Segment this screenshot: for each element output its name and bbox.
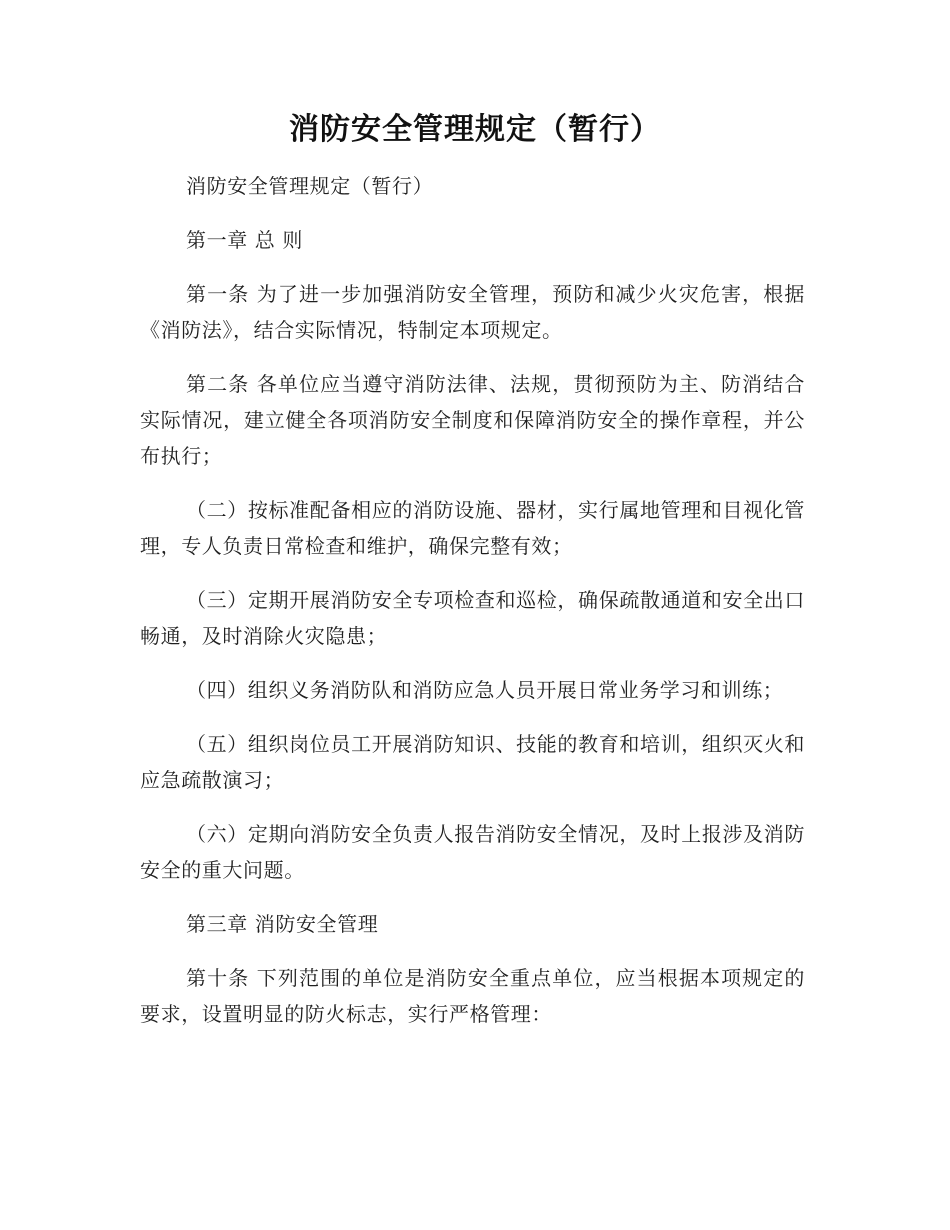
paragraph-item-4: （四）组织义务消防队和消防应急人员开展日常业务学习和训练；	[186, 678, 784, 702]
paragraph-article-2: 第二条 各单位应当遵守消防法律、法规，贯彻预防为主、防消结合实际情况，建立健全各项消防安全制度和保障消防安全的操作章程，并公布执行；	[140, 372, 805, 468]
paragraph-article-1: 第一条 为了进一步加强消防安全管理，预防和减少火灾危害，根据《消防法》，结合实际情况，特制定本项规定。	[140, 282, 805, 342]
paragraph-item-3: （三）定期开展消防安全专项检查和巡检，确保疏散通道和安全出口畅通，及时消除火灾隐患；	[140, 588, 805, 648]
paragraph-item-2: （二）按标准配备相应的消防设施、器材，实行属地管理和目视化管理，专人负责日常检查和维护，确保完整有效；	[140, 498, 805, 558]
paragraph-item-6: （六）定期向消防安全负责人报告消防安全情况，及时上报涉及消防安全的重大问题。	[140, 822, 805, 882]
document-body	[140, 168, 805, 1050]
paragraph-chapter-3: 第三章 消防安全管理	[186, 912, 379, 936]
document-title: 消防安全管理规定（暂行）	[289, 112, 661, 147]
paragraph-article-10: 第十条 下列范围的单位是消防安全重点单位，应当根据本项规定的要求，设置明显的防火标志，实行严格管理：	[140, 966, 805, 1026]
paragraph-subtitle: 消防安全管理规定（暂行）	[186, 174, 434, 198]
paragraph-item-5: （五）组织岗位员工开展消防知识、技能的教育和培训，组织灭火和应急疏散演习；	[140, 732, 805, 792]
paragraph-chapter-1: 第一章 总 则	[186, 228, 303, 252]
